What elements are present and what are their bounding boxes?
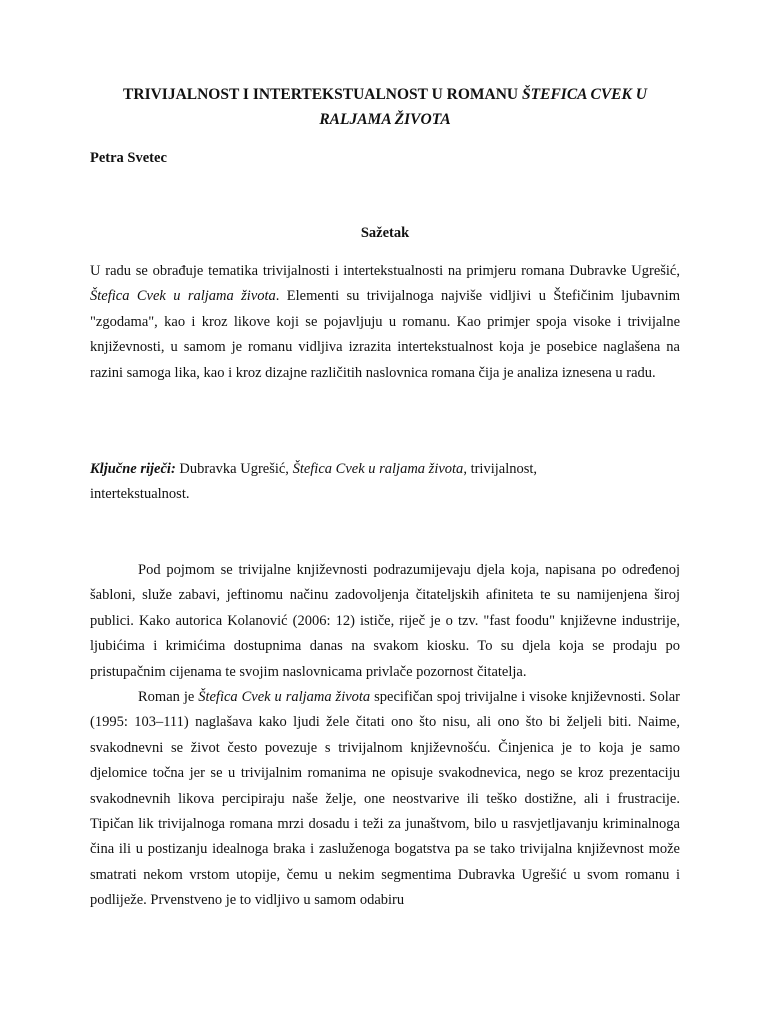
abstract-novel-title: Štefica Cvek u raljama života xyxy=(90,288,276,305)
keywords-part2: , trivijalnost, xyxy=(463,461,538,477)
body-paragraph-2 xyxy=(90,685,680,914)
author-name: Petra Svetec xyxy=(90,150,167,166)
document-page xyxy=(90,0,680,1024)
keywords xyxy=(90,457,680,508)
title-main: TRIVIJALNOST I INTERTEKSTUALNOST U ROMANU xyxy=(123,86,523,103)
abstract-part1: U radu se obrađuje tematika trivijalnosti i intertekstualnosti na primjeru romana Dubravke Ugrešić, xyxy=(90,263,680,279)
abstract-heading: Sažetak xyxy=(360,225,410,241)
paper-title xyxy=(90,82,680,132)
body-p2-novel-title: Štefica Cvek u raljama života xyxy=(198,689,371,706)
abstract-paragraph xyxy=(90,259,680,386)
keywords-line-2: intertekstualnost. xyxy=(90,486,190,503)
keywords-novel-title: Štefica Cvek u raljama života xyxy=(292,461,464,477)
keywords-part1: Dubravka Ugrešić, xyxy=(175,461,293,477)
abstract-part2: . Elementi su trivijalnoga najviše vidljivi u Štefičinim ljubavnim "zgodama", kao i kroz likove koji se pojavljuju u romanu. Kao primjer spoja visoke i trivijalne književnosti, u samom je romanu vidljiva izrazita intertekstualnost koja je posebice naglašena na razini samoga lika, kao i kroz dizajne različitih naslovnica romana čija je analiza iznesena u radu. xyxy=(90,288,680,381)
abstract-text xyxy=(90,259,680,386)
keywords-line-1 xyxy=(90,457,680,482)
body-p2-start: Roman je xyxy=(138,689,199,706)
body-paragraph-1: Pod pojmom se trivijalne književnosti podrazumijevaju djela koja, napisana po određenoj šabloni, služe zabavi, jeftinomu načinu zadovoljenja čitateljskih afiniteta te su namijenjena široj publici. Kako autorica Kolanović (2006: 12) ističe, riječ je o tzv. "fast foodu" književne industrije, ljubićima i krimićima dostupnima danas na svakom kiosku. To su djela koja se prodaju po pristupačnim cijenama te svojim naslovnicama privlače pozornost čitatelja. xyxy=(90,562,680,680)
body-text xyxy=(90,558,680,914)
body-p2-rest: specifičan spoj trivijalne i visoke književnosti. Solar (1995: 103–111) naglašava kako ljudi žele čitati ono što nisu, ali ono što bi željeli biti. Naime, svakodnevni se život često povezuje s trivijalnom književnošću. Činjenica je to koja je samo djelomice točna jer se u trivijalnim romanima ne opisuje svakodnevica, nego se kroz prezentaciju svakodnevnih likova percipiraju naše želje, one neostvarive ili teško dostižne, ali i frustracije. Tipičan lik trivijalnoga romana mrzi dosadu i teži za junaštvom, bilo u rasvjetljavanju kriminalnoga čina ili u postizanju idealnoga braka i zasluženoga bogatstva pa se tako trivijalna književnost može smatrati nekom vrstom utopije, čemu u nekim segmentima Dubravka Ugrešić u svom romanu i podliježe. Prvenstveno je to vidljivo u samom odabiru xyxy=(90,689,680,909)
title-novel: ŠTEFICA CVEK U RALJAMA ŽIVOTA xyxy=(319,86,647,128)
keywords-label: Ključne riječi: xyxy=(90,461,176,477)
